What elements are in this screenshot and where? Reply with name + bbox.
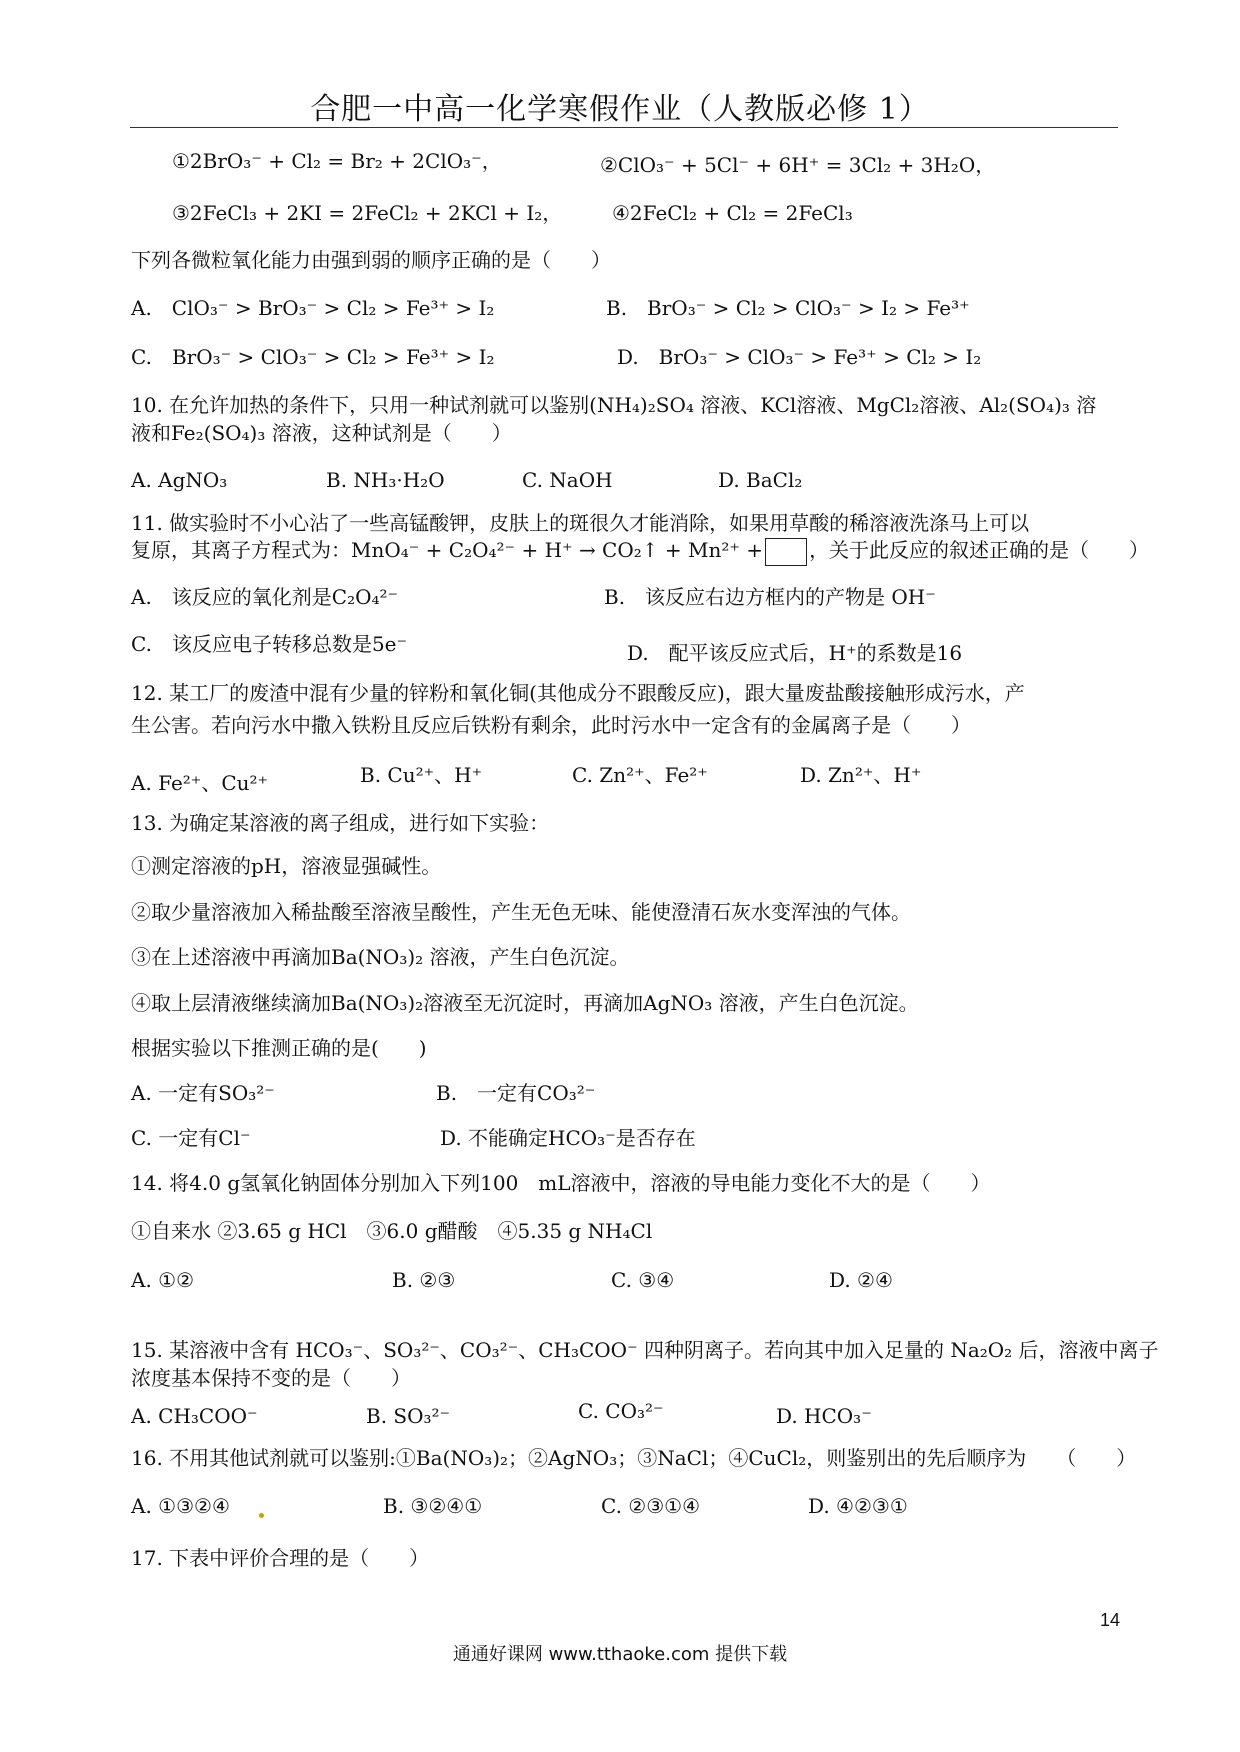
q13-option-a: A. 一定有SO₃²⁻ (131, 1081, 275, 1105)
header-rule (130, 127, 1118, 128)
q9-option-d: D. BrO₃⁻ > ClO₃⁻ > Fe³⁺ > Cl₂ > I₂ (617, 345, 982, 369)
q16-option-a: A. ①③②④ (131, 1494, 230, 1518)
q12-option-a: A. Fe²⁺、Cu²⁺ (131, 771, 269, 795)
q13-step-2: ②取少量溶液加入稀盐酸至溶液呈酸性，产生无色无味、能使澄清石灰水变浑浊的气体。 (131, 900, 911, 924)
q14-option-b: B. ②③ (392, 1268, 456, 1292)
q16-option-b: B. ③②④① (383, 1494, 483, 1518)
q13-step-4: ④取上层清液继续滴加Ba(NO₃)₂溶液至无沉淀时，再滴加AgNO₃ 溶液，产生白色沉淀。 (131, 991, 919, 1015)
q14-line-2: ①自来水 ②3.65 g HCl ③6.0 g醋酸 ④5.35 g NH₄Cl (131, 1219, 653, 1243)
q12-option-d: D. Zn²⁺、H⁺ (800, 763, 922, 787)
q14-line-1: 14. 将4.0 g氢氧化钠固体分别加入下列100 mL溶液中，溶液的导电能力变化不大的是（ ） (131, 1171, 991, 1195)
q9-equation-2: ②ClO₃⁻ + 5Cl⁻ + 6H⁺ = 3Cl₂ + 3H₂O， (600, 153, 996, 177)
q14-option-a: A. ①② (131, 1268, 195, 1292)
q15-line-1: 15. 某溶液中含有 HCO₃⁻、SO₃²⁻、CO₃²⁻、CH₃COO⁻ 四种阴离子。若向其中加入足量的 Na₂O₂ 后，溶液中离子 (131, 1338, 1159, 1362)
q9-equation-3: ③2FeCl₃ + 2KI = 2FeCl₂ + 2KCl + I₂， (172, 201, 563, 225)
q13-option-c: C. 一定有Cl⁻ (131, 1126, 251, 1150)
q15-option-d: D. HCO₃⁻ (776, 1404, 872, 1428)
q17-line-1: 17. 下表中评价合理的是（ ） (131, 1546, 430, 1570)
page-number: 14 (1100, 1610, 1121, 1630)
q12-option-b: B. Cu²⁺、H⁺ (360, 763, 483, 787)
q16-option-c: C. ②③①④ (601, 1494, 701, 1518)
q12-line-2: 生公害。若向污水中撒入铁粉且反应后铁粉有剩余，此时污水中一定含有的金属离子是（ ） (131, 713, 971, 737)
q9-equation-4: ④2FeCl₂ + Cl₂ = 2FeCl₃ (612, 201, 853, 225)
q9-stem: 下列各微粒氧化能力由强到弱的顺序正确的是（ ） (131, 248, 611, 272)
q11-option-c: C. 该反应电子转移总数是5e⁻ (131, 632, 408, 656)
q13-step-3: ③在上述溶液中再滴加Ba(NO₃)₂ 溶液，产生白色沉淀。 (131, 945, 630, 969)
q16-option-d: D. ④②③① (808, 1494, 908, 1518)
q15-option-a: A. CH₃COO⁻ (131, 1404, 258, 1428)
q11-line-1: 11. 做实验时不小心沾了一些高锰酸钾，皮肤上的斑很久才能消除，如果用草酸的稀溶液洗涤马上可以 (131, 511, 1030, 535)
q9-option-a: A. ClO₃⁻ > BrO₃⁻ > Cl₂ > Fe³⁺ > I₂ (131, 296, 495, 320)
page-header-title: 合肥一中高一化学寒假作业（人教版必修 1） (310, 92, 930, 127)
q13-line-1: 13. 为确定某溶液的离子组成，进行如下实验： (131, 811, 550, 835)
q10-option-c: C. NaOH (522, 468, 613, 492)
q10-option-a: A. AgNO₃ (131, 468, 228, 492)
q11-option-a: A. 该反应的氧化剂是C₂O₄²⁻ (131, 585, 399, 609)
q13-stem: 根据实验以下推测正确的是( ) (131, 1036, 427, 1060)
q12-line-1: 12. 某工厂的废渣中混有少量的锌粉和氧化铜(其他成分不跟酸反应)，跟大量废盐酸接触形成污水，产 (131, 681, 1025, 705)
q15-line-2: 浓度基本保持不变的是（ ） (131, 1366, 411, 1390)
q14-option-c: C. ③④ (611, 1268, 675, 1292)
q12-option-c: C. Zn²⁺、Fe²⁺ (572, 763, 708, 787)
q13-option-d: D. 不能确定HCO₃⁻是否存在 (440, 1126, 696, 1150)
q15-option-b: B. SO₃²⁻ (366, 1404, 451, 1428)
q11-line-2-end: ，关于此反应的叙述正确的是（ ） (809, 538, 1150, 562)
q11-line-2 (131, 537, 1149, 566)
q16-line-1: 16. 不用其他试剂就可以鉴别:①Ba(NO₃)₂；②AgNO₃；③NaCl；④CuCl₂，则鉴别出的先后顺序为 （ ） (131, 1446, 1137, 1470)
q10-line-2: 液和Fe₂(SO₄)₃ 溶液，这种试剂是（ ） (131, 421, 512, 445)
q9-option-b: B. BrO₃⁻ > Cl₂ > ClO₃⁻ > I₂ > Fe³⁺ (606, 296, 970, 320)
footer-credit: 通通好课网 www.tthaoke.com 提供下载 (452, 1644, 788, 1665)
decorative-dot (259, 1513, 264, 1518)
q15-option-c: C. CO₃²⁻ (578, 1399, 664, 1423)
q14-option-d: D. ②④ (829, 1268, 893, 1292)
q9-equation-1: ①2BrO₃⁻ + Cl₂ = Br₂ + 2ClO₃⁻， (172, 149, 502, 173)
q11-option-b: B. 该反应右边方框内的产物是 OH⁻ (604, 585, 936, 609)
q10-line-1: 10. 在允许加热的条件下，只用一种试剂就可以鉴别(NH₄)₂SO₄ 溶液、KCl溶液、MgCl₂溶液、Al₂(SO₄)₃ 溶 (131, 393, 1097, 417)
q11-equation: 复原，其离子方程式为：MnO₄⁻ + C₂O₄²⁻ + H⁺ → CO₂↑ + Mn²⁺ + (131, 538, 764, 562)
q10-option-b: B. NH₃·H₂O (326, 468, 445, 492)
q11-option-d: D. 配平该反应式后，H⁺的系数是16 (627, 641, 963, 665)
answer-blank-box (765, 538, 807, 566)
q9-option-c: C. BrO₃⁻ > ClO₃⁻ > Cl₂ > Fe³⁺ > I₂ (131, 345, 495, 369)
q13-step-1: ①测定溶液的pH，溶液显强碱性。 (131, 854, 442, 878)
q13-option-b: B. 一定有CO₃²⁻ (436, 1081, 596, 1105)
q10-option-d: D. BaCl₂ (718, 468, 803, 492)
